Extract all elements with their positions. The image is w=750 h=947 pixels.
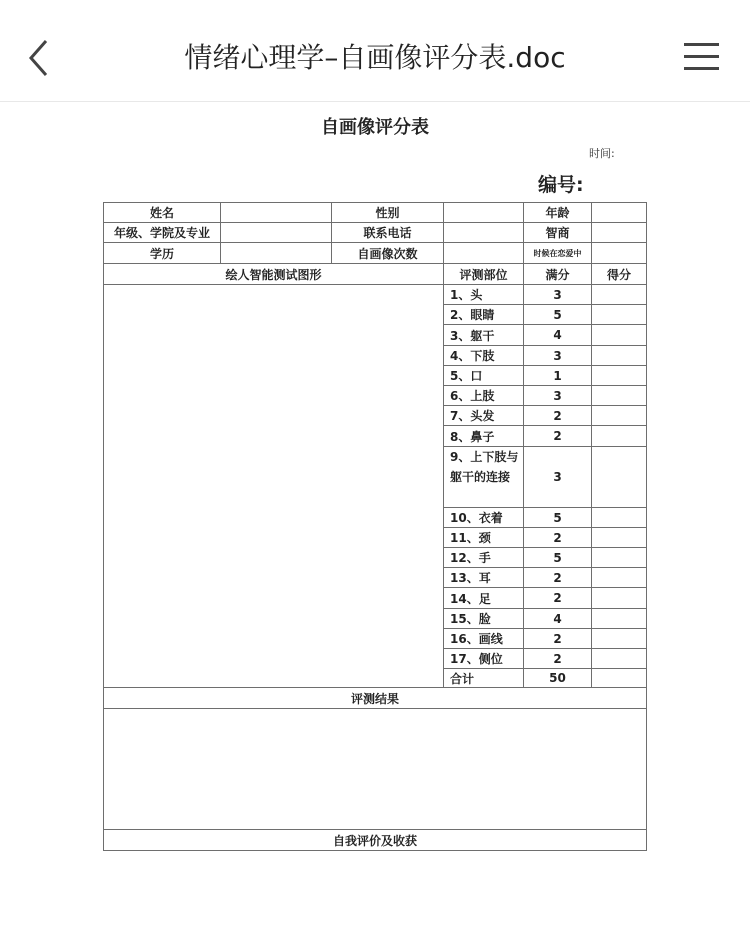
criterion-score-field[interactable] [591, 324, 647, 346]
back-button[interactable] [26, 38, 56, 78]
criterion-part: 15、脸 [443, 608, 524, 629]
criterion-score-field[interactable] [591, 425, 647, 447]
criterion-part: 14、足 [443, 587, 524, 609]
info-value-field[interactable] [443, 202, 524, 223]
menu-button[interactable] [684, 43, 720, 73]
info-value-field[interactable] [220, 202, 332, 223]
total-score-field[interactable] [591, 668, 647, 688]
info-label: 性别 [331, 202, 444, 223]
criterion-score-field[interactable] [591, 608, 647, 629]
criterion-part: 2、眼睛 [443, 304, 524, 325]
info-value-field[interactable] [591, 202, 647, 223]
chevron-left-icon [26, 38, 56, 78]
drawing-area[interactable] [103, 284, 444, 688]
info-label: 自画像次数 [331, 242, 444, 264]
total-full-score: 50 [523, 668, 592, 688]
criterion-full-score: 5 [523, 304, 592, 325]
criterion-full-score: 2 [523, 425, 592, 447]
info-value-field[interactable] [443, 242, 524, 264]
criterion-part: 10、衣着 [443, 507, 524, 528]
document-title: 情绪心理学–自画像评分表.doc [184, 41, 566, 74]
criterion-full-score: 5 [523, 507, 592, 528]
info-label: 时候在恋爱中 [523, 242, 592, 264]
criterion-part: 11、颈 [443, 527, 524, 548]
form-heading: 自画像评分表 [321, 117, 429, 138]
info-value-field[interactable] [220, 242, 332, 264]
info-label: 年级、学院及专业 [103, 222, 221, 243]
criterion-full-score: 5 [523, 547, 592, 568]
part-header: 评测部位 [443, 263, 524, 285]
criterion-score-field[interactable] [591, 527, 647, 548]
info-label: 联系电话 [331, 222, 444, 243]
criterion-part: 9、上下肢与躯干的连接 [443, 446, 524, 508]
criterion-part: 12、手 [443, 547, 524, 568]
criterion-part: 13、耳 [443, 567, 524, 588]
criterion-score-field[interactable] [591, 567, 647, 588]
criterion-full-score: 3 [523, 284, 592, 305]
full-score-header: 满分 [523, 263, 592, 285]
info-label: 姓名 [103, 202, 221, 223]
criterion-full-score: 1 [523, 365, 592, 386]
drawing-header: 绘人智能测试图形 [103, 263, 444, 285]
info-label: 年龄 [523, 202, 592, 223]
criterion-part: 7、头发 [443, 405, 524, 426]
info-value-field[interactable] [591, 222, 647, 243]
criterion-score-field[interactable] [591, 587, 647, 609]
criterion-full-score: 3 [523, 446, 592, 508]
criterion-full-score: 4 [523, 608, 592, 629]
criterion-score-field[interactable] [591, 648, 647, 669]
criterion-full-score: 3 [523, 385, 592, 406]
criterion-full-score: 3 [523, 345, 592, 366]
hamburger-menu-icon-line [684, 67, 719, 70]
criterion-part: 6、上肢 [443, 385, 524, 406]
criterion-part: 16、画线 [443, 628, 524, 649]
criterion-full-score: 4 [523, 324, 592, 346]
criterion-full-score: 2 [523, 405, 592, 426]
criterion-part: 5、口 [443, 365, 524, 386]
criterion-full-score: 2 [523, 567, 592, 588]
criterion-score-field[interactable] [591, 365, 647, 386]
criterion-part: 8、鼻子 [443, 425, 524, 447]
app-bar [0, 0, 750, 102]
info-value-field[interactable] [591, 242, 647, 264]
criterion-score-field[interactable] [591, 284, 647, 305]
criterion-part: 4、下肢 [443, 345, 524, 366]
info-value-field[interactable] [220, 222, 332, 243]
result-header: 评测结果 [103, 687, 647, 709]
criterion-score-field[interactable] [591, 385, 647, 406]
criterion-full-score: 2 [523, 587, 592, 609]
self-eval-header: 自我评价及收获 [103, 829, 647, 851]
criterion-part: 1、头 [443, 284, 524, 305]
criterion-full-score: 2 [523, 628, 592, 649]
criterion-score-field[interactable] [591, 547, 647, 568]
total-label: 合计 [443, 668, 524, 688]
result-area[interactable] [103, 708, 647, 830]
criterion-full-score: 2 [523, 527, 592, 548]
criterion-score-field[interactable] [591, 304, 647, 325]
hamburger-menu-icon-line [684, 55, 719, 58]
score-header: 得分 [591, 263, 647, 285]
number-label: 编号: [538, 174, 584, 196]
criterion-score-field[interactable] [591, 345, 647, 366]
time-label: 时间: [589, 147, 615, 160]
hamburger-menu-icon [684, 43, 719, 46]
criterion-score-field[interactable] [591, 628, 647, 649]
info-label: 学历 [103, 242, 221, 264]
criterion-score-field[interactable] [591, 405, 647, 426]
criterion-part: 17、侧位 [443, 648, 524, 669]
info-label: 智商 [523, 222, 592, 243]
criterion-part: 3、躯干 [443, 324, 524, 346]
criterion-score-field[interactable] [591, 507, 647, 528]
criterion-full-score: 2 [523, 648, 592, 669]
criterion-score-field[interactable] [591, 446, 647, 508]
info-value-field[interactable] [443, 222, 524, 243]
